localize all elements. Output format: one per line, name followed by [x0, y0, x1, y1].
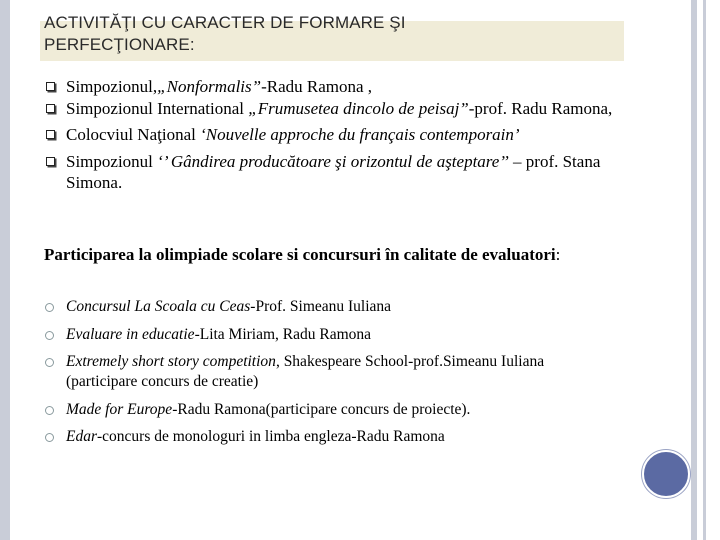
item-author: -concurs de monologuri in limba engleza-Radu Ramona: [97, 428, 445, 445]
list-item: [44, 400, 604, 420]
circle-bullet-icon: [45, 406, 54, 415]
item-text: Simpozionul,: [66, 77, 158, 96]
square-bullet-icon: [46, 157, 55, 166]
slide-title-line2: PERFECŢIONARE:: [44, 35, 195, 54]
olympiad-heading-bold: Participarea la olimpiade scolare si concursuri în calitate de evaluatori: [44, 245, 556, 264]
right-decorative-bar: [691, 0, 697, 540]
item-title: ‘’ Gândirea producătoare şi orizontul de aşteptare’’: [157, 151, 509, 171]
item-text: Simpozionul International: [66, 98, 249, 118]
item-author: -Radu Ramona ,: [261, 77, 373, 96]
list-item: [44, 352, 604, 392]
item-title: Edar: [66, 428, 97, 445]
circle-bullet-icon: [45, 331, 54, 340]
item-title: Made for Europe: [66, 400, 173, 418]
item-author: , Shakespeare School-prof.Simeanu Iuliana (participare concurs de creatie): [66, 353, 545, 390]
slide-title: [44, 12, 604, 56]
square-bullet-icon: [46, 82, 55, 91]
item-title: Evaluare in educatie: [66, 325, 195, 343]
list-item: [44, 427, 604, 447]
circle-bullet-icon: [45, 358, 54, 367]
list-item: [44, 325, 604, 345]
olympiad-heading-suffix: :: [555, 245, 561, 264]
item-author: -Lita Miriam, Radu Ramona: [194, 325, 372, 343]
item-author: -prof. Radu Ramona,: [468, 98, 613, 118]
square-bullet-icon: [46, 130, 55, 139]
slide-title-line1: ACTIVITĂŢI CU CARACTER DE FORMARE ŞI: [44, 13, 406, 32]
item-author: -Prof. Simeanu Iuliana: [250, 298, 392, 315]
list-item: [44, 76, 634, 98]
item-title: Concursul La Scoala cu Ceas: [66, 298, 251, 315]
item-title: „Nonformalis”: [157, 77, 262, 96]
item-text: Simpozionul: [66, 151, 158, 171]
left-decorative-bar: [0, 0, 10, 540]
list-item: [44, 124, 634, 146]
circle-bullet-icon: [45, 303, 54, 312]
item-author: -Radu Ramona(participare concurs de proiecte).: [172, 400, 471, 418]
item-author: – prof. Stana Simona.: [66, 151, 601, 192]
square-bullet-icon: [46, 104, 55, 113]
item-text: Colocviul Naţional: [66, 125, 201, 144]
list-item: [44, 297, 604, 317]
item-title: „Frumusetea dincolo de peisaj”: [248, 98, 469, 118]
olympiad-heading: [44, 244, 604, 266]
right-decorative-thin-bar: [703, 0, 706, 540]
symposia-list: [44, 76, 634, 194]
item-title: Extremely short story competition: [66, 353, 276, 370]
list-item: [44, 151, 634, 194]
item-title: ‘Nouvelle approche du français contemporain’: [200, 125, 520, 144]
list-item: [44, 98, 634, 120]
evaluations-list: [44, 297, 604, 455]
circle-bullet-icon: [45, 433, 54, 442]
decorative-circle: [642, 450, 690, 498]
